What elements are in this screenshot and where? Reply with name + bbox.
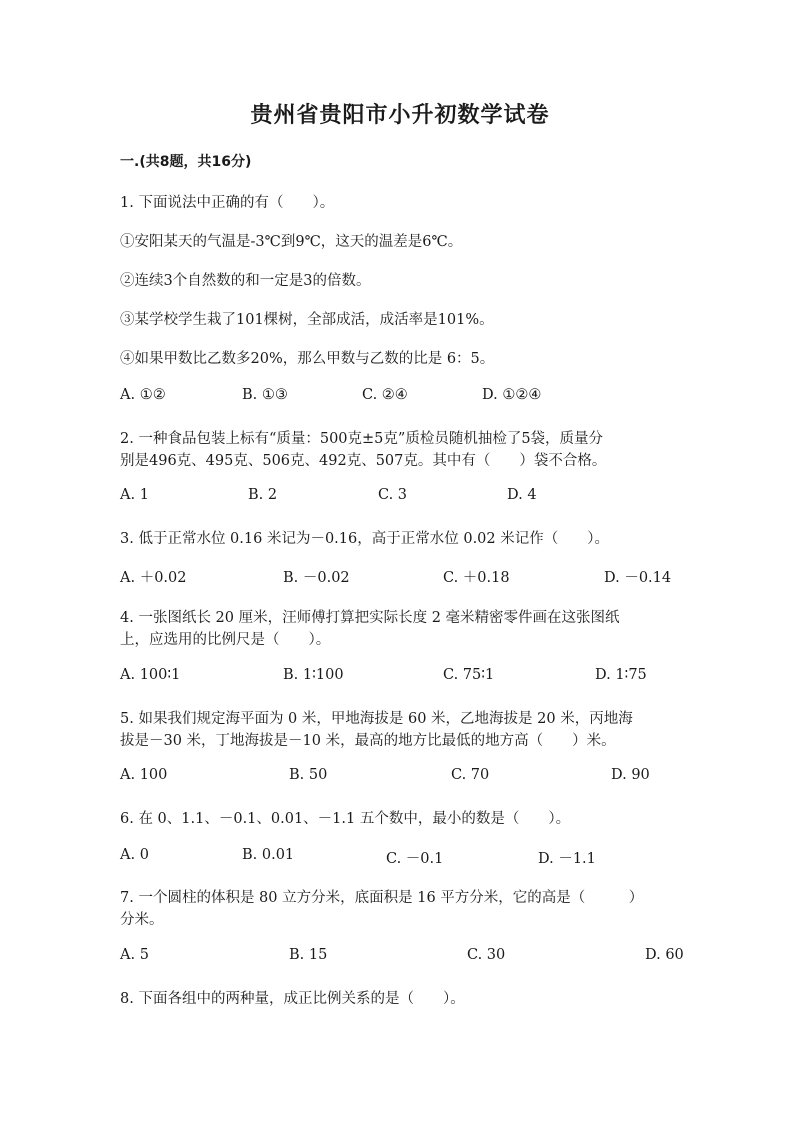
option-d[interactable]: D. 60 [645,947,684,963]
option-a[interactable]: A. 100∶1 [120,667,181,683]
option-c[interactable]: C. ②④ [362,387,408,403]
option-row [0,767,800,787]
question-line: ②连续3个自然数的和一定是3的倍数。 [120,273,371,289]
option-b[interactable]: B. 1∶100 [283,667,344,683]
option-a[interactable]: A. 1 [120,487,149,503]
option-a[interactable]: A. ①② [120,387,166,403]
option-d[interactable]: D. 1∶75 [595,667,647,683]
question-line: 8. 下面各组中的两种量，成正比例关系的是（ ）。 [120,991,465,1007]
option-b[interactable]: B. ①③ [242,387,288,403]
question-line: 1. 下面说法中正确的有（ ）。 [120,195,335,211]
option-row [0,947,800,967]
option-a[interactable]: A. 0 [120,847,149,863]
question-line: ①安阳某天的气温是-3℃到9℃，这天的温差是6℃。 [120,234,463,250]
option-row [0,847,800,867]
option-a[interactable]: A. 5 [120,947,149,963]
option-row [0,667,800,687]
option-row [0,566,800,586]
option-c[interactable]: C. 70 [451,767,490,783]
option-c[interactable]: C. 30 [467,947,506,963]
option-b[interactable]: B. 2 [248,487,278,503]
question-line: 上，应选用的比例尺是（ ）。 [120,632,331,648]
question-line: 拔是－30 米，丁地海拔是－10 米，最高的地方比最低的地方高（ ）米。 [120,733,616,749]
question-line: ③某学校学生栽了101棵树，全部成活，成活率是101%。 [120,312,494,328]
option-c[interactable]: C. 75∶1 [443,667,495,683]
option-d[interactable]: D. ①②④ [482,387,542,403]
option-row [0,487,800,507]
option-a[interactable]: A. 100 [120,767,168,783]
option-row [0,387,800,407]
question-line: 6. 在 0、1.1、－0.1、0.01、－1.1 五个数中，最小的数是（ ）。 [120,811,571,827]
question-line: 3. 低于正常水位 0.16 米记为－0.16，高于正常水位 0.02 米记作（ ）。 [120,531,609,547]
question-line: 5. 如果我们规定海平面为 0 米，甲地海拔是 60 米，乙地海拔是 20 米，丙地海 [120,711,633,727]
question-line: 2. 一种食品包装上标有“质量：500克±5克”质检员随机抽检了5袋，质量分 [120,431,604,447]
option-d[interactable]: D. －1.1 [538,851,596,867]
question-line: 4. 一张图纸长 20 厘米，汪师傅打算把实际长度 2 毫米精密零件画在这张图纸 [120,610,620,626]
option-c[interactable]: C. －0.1 [386,851,444,867]
option-b[interactable]: B. 15 [289,947,328,963]
question-line: 7. 一个圆柱的体积是 80 立方分米，底面积是 16 平方分米，它的高是（ ） [120,890,644,906]
option-a[interactable]: A. ＋0.02 [120,570,187,586]
option-d[interactable]: D. 90 [611,767,650,783]
option-c[interactable]: C. ＋0.18 [443,570,510,586]
section-heading: 一.(共8题，共16分) [120,154,252,170]
question-line: 别是496克、495克、506克、492克、507克。其中有（ ）袋不合格。 [120,453,607,469]
question-line: 分米。 [120,912,164,928]
option-b[interactable]: B. －0.02 [283,570,350,586]
exam-title: 贵州省贵阳市小升初数学试卷 [250,103,550,128]
option-b[interactable]: B. 50 [289,767,328,783]
question-line: ④如果甲数比乙数多20%，那么甲数与乙数的比是 6：5。 [120,351,495,367]
option-c[interactable]: C. 3 [378,487,408,503]
option-d[interactable]: D. 4 [507,487,537,503]
option-d[interactable]: D. －0.14 [604,570,672,586]
option-b[interactable]: B. 0.01 [242,847,295,863]
